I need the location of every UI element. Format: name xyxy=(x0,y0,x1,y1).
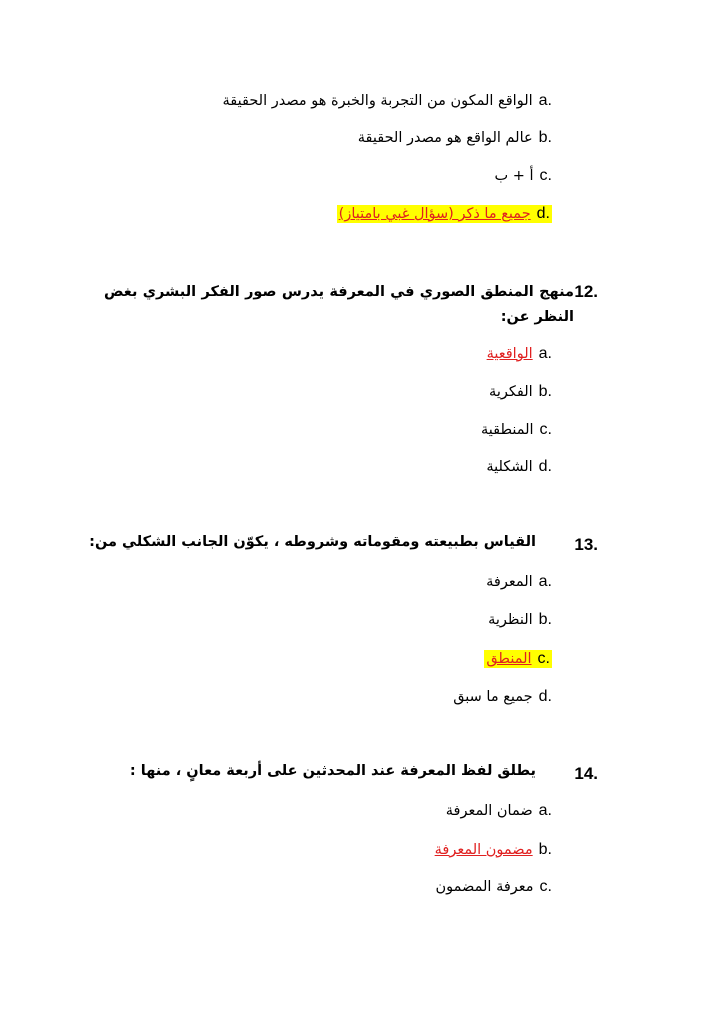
option-letter: b. xyxy=(538,383,552,400)
option-text: الشكلية xyxy=(486,459,533,475)
option-text: النظرية xyxy=(488,612,533,628)
question-text: القياس بطبيعته ومقوماته وشروطه ، يكوّن الجانب الشكلي من: xyxy=(89,534,536,550)
option-text: المنطقية xyxy=(480,422,534,438)
question-text: منهج المنطق الصوري في المعرفة يدرس صور الفكر البشري بغض النظر عن: xyxy=(104,284,574,325)
option-letter: c. xyxy=(539,167,552,184)
option-b xyxy=(489,379,552,405)
option-c xyxy=(495,163,553,189)
option-letter: d. xyxy=(538,688,552,705)
question-text: يطلق لفظ المعرفة عند المحدثين على أربعة معانٍ ، منها : xyxy=(129,763,536,779)
option-d xyxy=(453,684,552,710)
option-text: مضمون المعرفة xyxy=(434,842,533,858)
option-a-correct-answer xyxy=(487,341,552,367)
option-d-correct-answer xyxy=(337,201,552,227)
option-letter: c. xyxy=(539,421,552,438)
option-text: الواقع المكون من التجربة والخبرة هو مصدر الحقيقة xyxy=(222,93,533,109)
option-b-correct-answer xyxy=(435,837,552,863)
option-c xyxy=(481,417,552,443)
option-letter: d. xyxy=(536,205,550,222)
option-b xyxy=(488,607,552,633)
option-text: ضمان المعرفة xyxy=(445,803,533,819)
option-text: المنطق xyxy=(486,651,532,667)
option-text: المعرفة xyxy=(486,574,533,590)
option-b xyxy=(358,125,552,151)
question-number: 14. xyxy=(574,764,598,783)
option-c-correct-answer xyxy=(484,646,552,672)
option-letter: d. xyxy=(538,458,552,475)
option-text: معرفة المضمون xyxy=(435,879,534,895)
option-a xyxy=(223,88,553,114)
option-letter: a. xyxy=(538,573,552,590)
answer-highlight xyxy=(337,205,552,223)
option-text: عالم الواقع هو مصدر الحقيقة xyxy=(357,130,533,146)
option-letter: a. xyxy=(538,345,552,362)
option-text: الواقعية xyxy=(486,346,533,362)
option-text: جميع ما ذكر (سؤال غبي بامتياز) xyxy=(338,206,531,222)
option-a xyxy=(486,569,552,595)
option-d xyxy=(486,454,552,480)
option-letter: b. xyxy=(538,129,552,146)
question-number: 13. xyxy=(574,535,598,554)
question-number: 12. xyxy=(574,282,598,301)
option-a xyxy=(446,798,552,824)
option-c xyxy=(436,874,552,900)
option-letter: b. xyxy=(538,841,552,858)
option-letter: a. xyxy=(538,802,552,819)
option-text: الفكرية xyxy=(489,384,533,400)
option-letter: c. xyxy=(539,878,552,895)
option-text: جميع ما سبق xyxy=(453,689,533,705)
answer-highlight xyxy=(484,650,552,668)
option-letter: a. xyxy=(538,92,552,109)
option-letter: c. xyxy=(537,650,550,667)
option-letter: b. xyxy=(538,611,552,628)
option-text: أ + ب xyxy=(494,168,534,184)
